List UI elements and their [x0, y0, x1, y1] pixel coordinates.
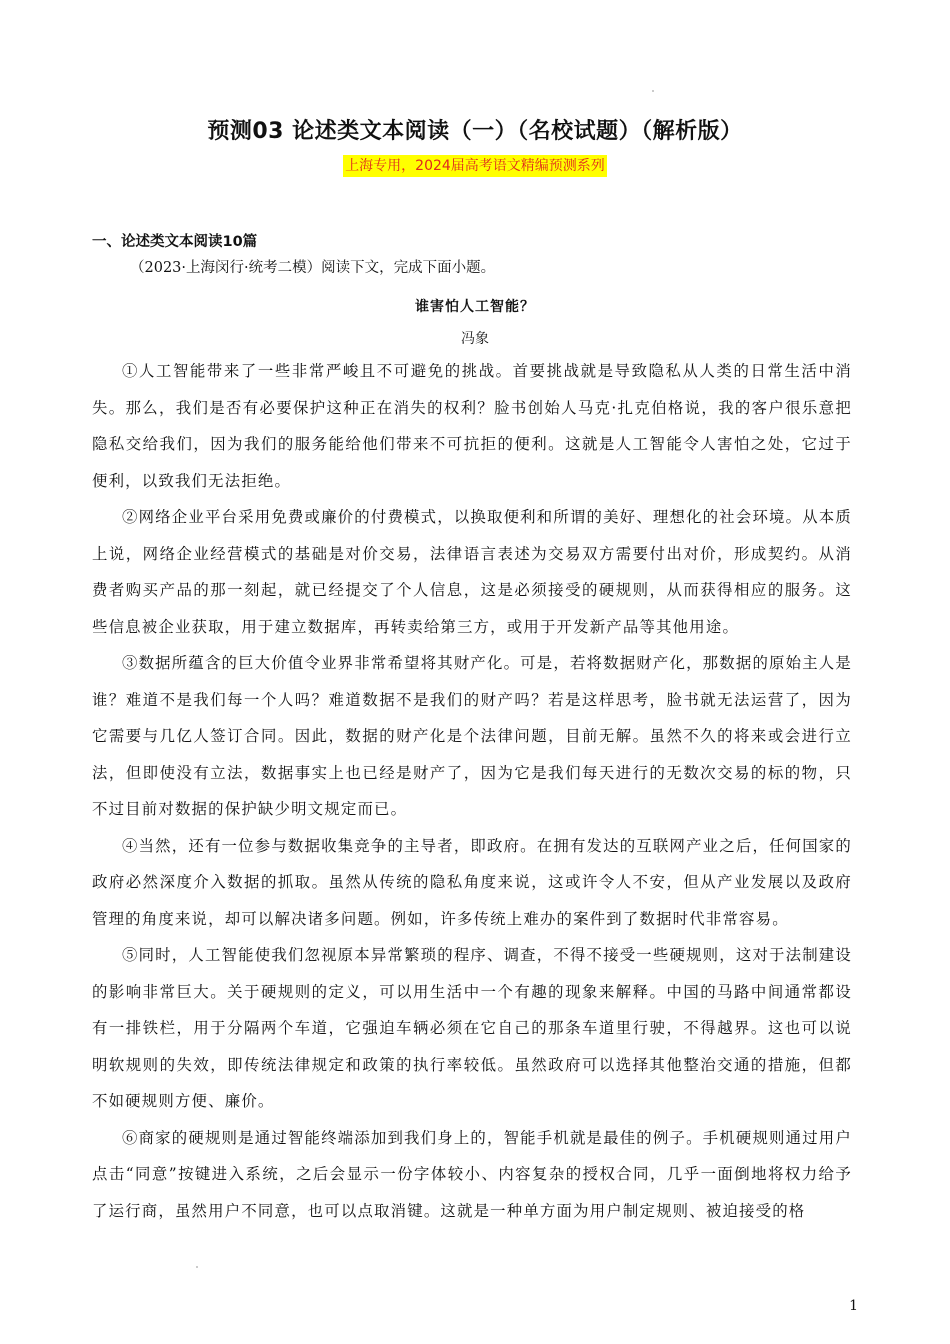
- paragraph-5: ⑤同时，人工智能使我们忽视原本异常繁琐的程序、调查，不得不接受一些硬规则，这对于法制建设的影响非常巨大。关于硬规则的定义，可以用生活中一个有趣的现象来解释。中国的马路中间通常都设有一排铁栏，用于分隔两个车道，它强迫车辆必须在它自己的那条车道里行驶，不得越界。这也可以说明软规则的失效，即传统法律规定和政策的执行率较低。虽然政府可以选择其他整治交通的措施，但都不如硬规则方便、廉价。: [92, 946, 852, 1110]
- section-heading: 一、论述类文本阅读10篇: [92, 234, 258, 250]
- series-subtitle: 上海专用，2024届高考语文精编预测系列: [343, 155, 607, 177]
- document-title: 预测03 论述类文本阅读（一）（名校试题）（解析版）: [207, 119, 743, 144]
- page-number: 1: [849, 1298, 858, 1314]
- subtitle-container: [0, 155, 950, 177]
- scan-speck: [196, 1266, 198, 1268]
- article-body: [92, 353, 852, 1229]
- paragraph-6: ⑥商家的硬规则是通过智能终端添加到我们身上的，智能手机就是最佳的例子。手机硬规则通过用户点击“同意”按键进入系统，之后会显示一份字体较小、内容复杂的授权合同，几乎一面倒地将权力给予了运行商，虽然用户不同意，也可以点取消键。这就是一种单方面为用户制定规则、被迫接受的格: [92, 1128, 852, 1220]
- paragraph-2: ②网络企业平台采用免费或廉价的付费模式，以换取便利和所谓的美好、理想化的社会环境。从本质上说，网络企业经营模式的基础是对价交易，法律语言表述为交易双方需要付出对价，形成契约。从消费者购买产品的那一刻起，就已经提交了个人信息，这是必须接受的硬规则，从而获得相应的服务。这些信息被企业获取，用于建立数据库，再转卖给第三方，或用于开发新产品等其他用途。: [92, 508, 852, 636]
- question-source-line: （2023·上海闵行·统考二模）阅读下文，完成下面小题。: [130, 260, 496, 276]
- scan-speck: [652, 90, 654, 92]
- paragraph-3: ③数据所蕴含的巨大价值令业界非常希望将其财产化。可是，若将数据财产化，那数据的原始主人是谁？难道不是我们每一个人吗？难道数据不是我们的财产吗？若是这样思考，脸书就无法运营了，因为它需要与几亿人签订合同。因此，数据的财产化是个法律问题，目前无解。虽然不久的将来或会进行立法，但即使没有立法，数据事实上也已经是财产了，因为它是我们每天进行的无数次交易的标的物，只不过目前对数据的保护缺少明文规定而已。: [92, 654, 852, 818]
- article-title: 谁害怕人工智能？: [415, 299, 535, 315]
- paragraph-4: ④当然，还有一位参与数据收集竞争的主导者，即政府。在拥有发达的互联网产业之后，任何国家的政府必然深度介入数据的抓取。虽然从传统的隐私角度来说，这或许令人不安，但从产业发展以及政府管理的角度来说，却可以解决诸多问题。例如，许多传统上难办的案件到了数据时代非常容易。: [92, 836, 852, 928]
- article-author: 冯象: [461, 331, 489, 347]
- paragraph-1: ①人工智能带来了一些非常严峻且不可避免的挑战。首要挑战就是导致隐私从人类的日常生活中消失。那么，我们是否有必要保护这种正在消失的权利？脸书创始人马克·扎克伯格说，我的客户很乐意把隐私交给我们，因为我们的服务能给他们带来不可抗拒的便利。这就是人工智能令人害怕之处，它过于便利，以致我们无法拒绝。: [92, 362, 852, 490]
